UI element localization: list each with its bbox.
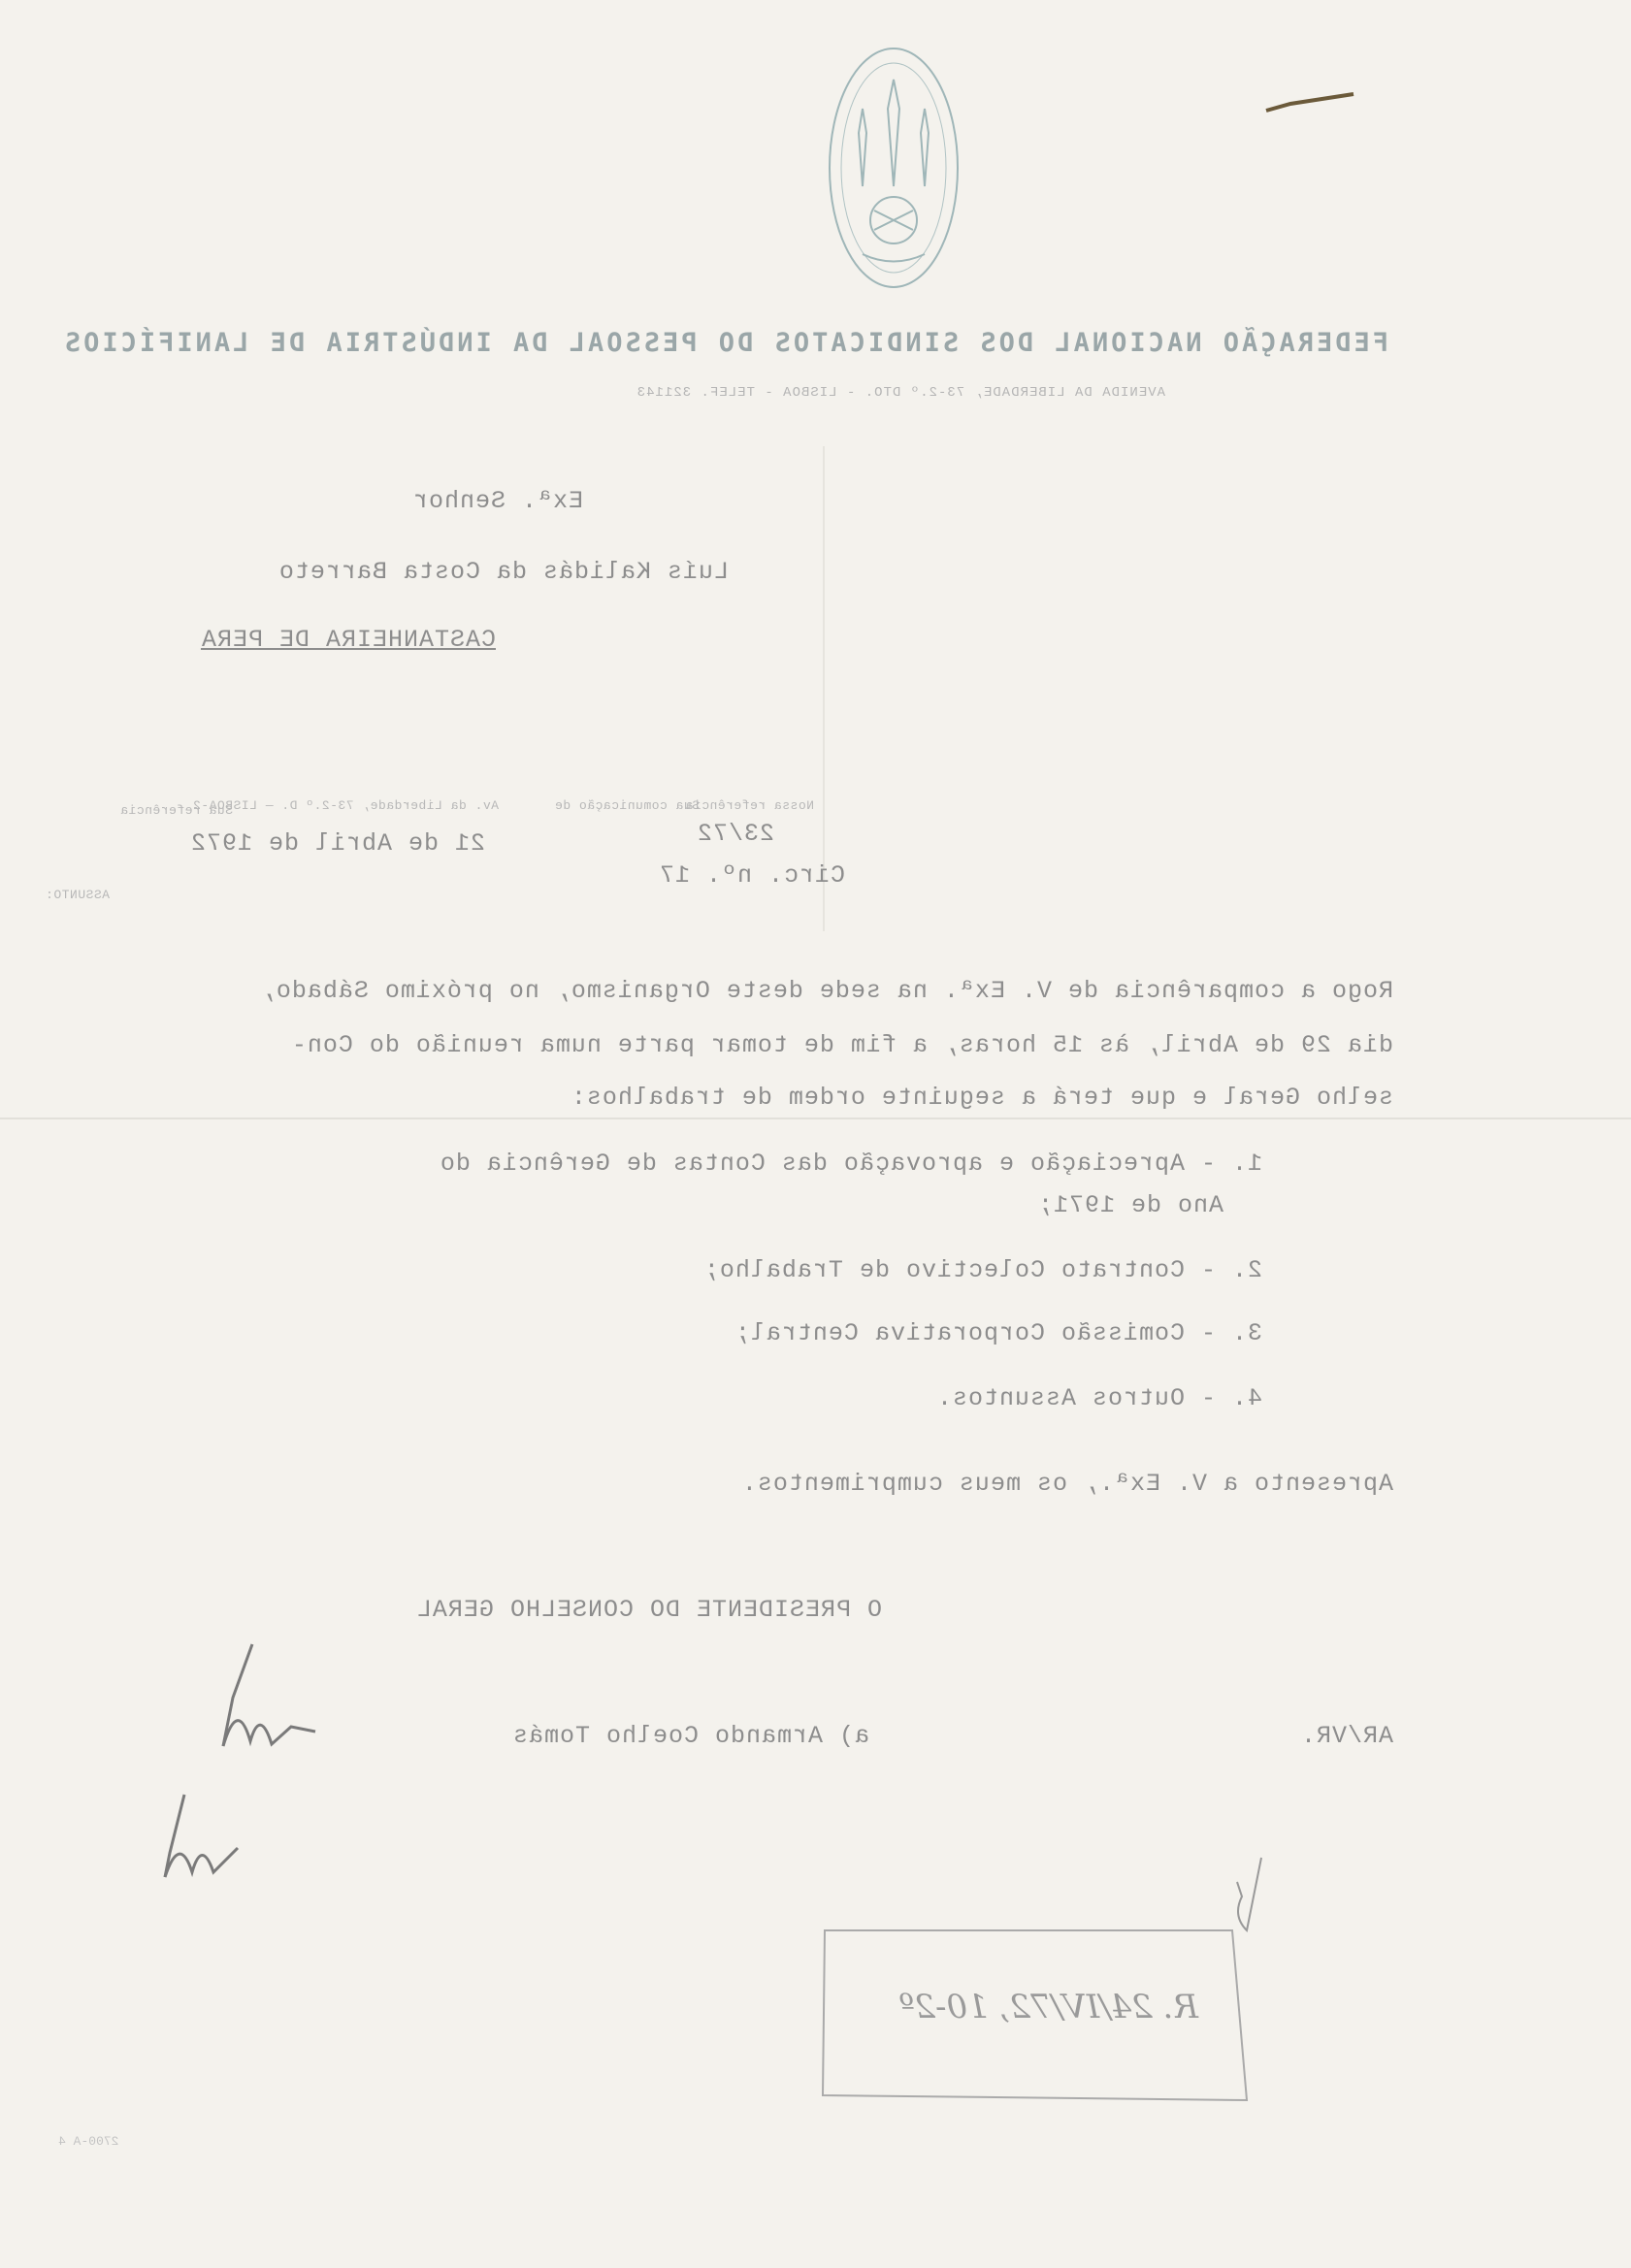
signatory-name: a) Armando Coelho Tomás: [511, 1722, 869, 1750]
organization-address: AVENIDA DA LIBERDADE, 73-2.º DTO. - LISBOA - TELEF. 321143: [636, 385, 1165, 401]
closing-line: Apresento a V. Exª., os meus cumprimentos.: [740, 1470, 1393, 1498]
agenda-item-4: 4. - Outros Assuntos.: [935, 1384, 1262, 1412]
recipient-town: CASTANHEIRA DE PERA: [200, 626, 496, 654]
agenda-item-3: 3. - Comissão Corporativa Central;: [734, 1319, 1262, 1347]
union-seal-logo: [824, 41, 963, 295]
ink-smudge: [1261, 89, 1358, 118]
recipient-salutation: Exª. Senhor: [411, 487, 583, 515]
agenda-item-1: 1. - Apreciação e aprovação das Contas de Gerência do: [439, 1150, 1262, 1178]
body-line-3: selho Geral e que terá a seguinte ordem de trabalhos:: [570, 1084, 1393, 1112]
nossa-referencia-label: Nossa referência: [685, 798, 814, 813]
form-code: 2700-A 4: [58, 2134, 119, 2149]
handwritten-note-box: [805, 1824, 1271, 2115]
sua-referencia-label: Sua referência: [119, 803, 233, 818]
signature-title: O PRESIDENTE DO CONSELHO GERAL: [415, 1596, 882, 1624]
circular-number: Circ. nº. 17: [658, 861, 845, 890]
handwritten-initials-mark: [146, 1639, 320, 1892]
handwritten-note: R. 24/IV/72, 10-2º: [898, 1988, 1198, 2026]
body-line-1: Rogo a comparência de V. Exª. na sede deste Organismo, no próximo Sábado,: [259, 977, 1393, 1005]
organization-name: FEDERAÇÃO NACIONAL DOS SINDICATOS DO PESSOAL DA INDÚSTRIA DE LANIFÍCIOS: [61, 328, 1388, 358]
place-label: Av. da Liberdade, 73-2.º D. — LISBOA-2: [192, 798, 499, 813]
recipient-name: Luís Kalidás da Costa Barreto: [277, 558, 729, 586]
letter-date: 21 de Abril de 1972: [189, 829, 485, 858]
assunto-label: ASSUNTO:: [45, 888, 110, 902]
agenda-item-1-cont: Ano de 1971;: [1036, 1191, 1223, 1219]
agenda-item-2: 2. - Contrato Colectivo de Trabalho;: [702, 1256, 1262, 1284]
nossa-referencia: 23/72: [696, 820, 774, 848]
sua-comunicacao-label: Sua comunicação de: [554, 798, 700, 813]
typist-initials: AR/VR.: [1299, 1722, 1393, 1750]
body-line-2: dia 29 de Abril, às 15 horas, a fim de tomar parte numa reunião do Con-: [290, 1031, 1393, 1059]
